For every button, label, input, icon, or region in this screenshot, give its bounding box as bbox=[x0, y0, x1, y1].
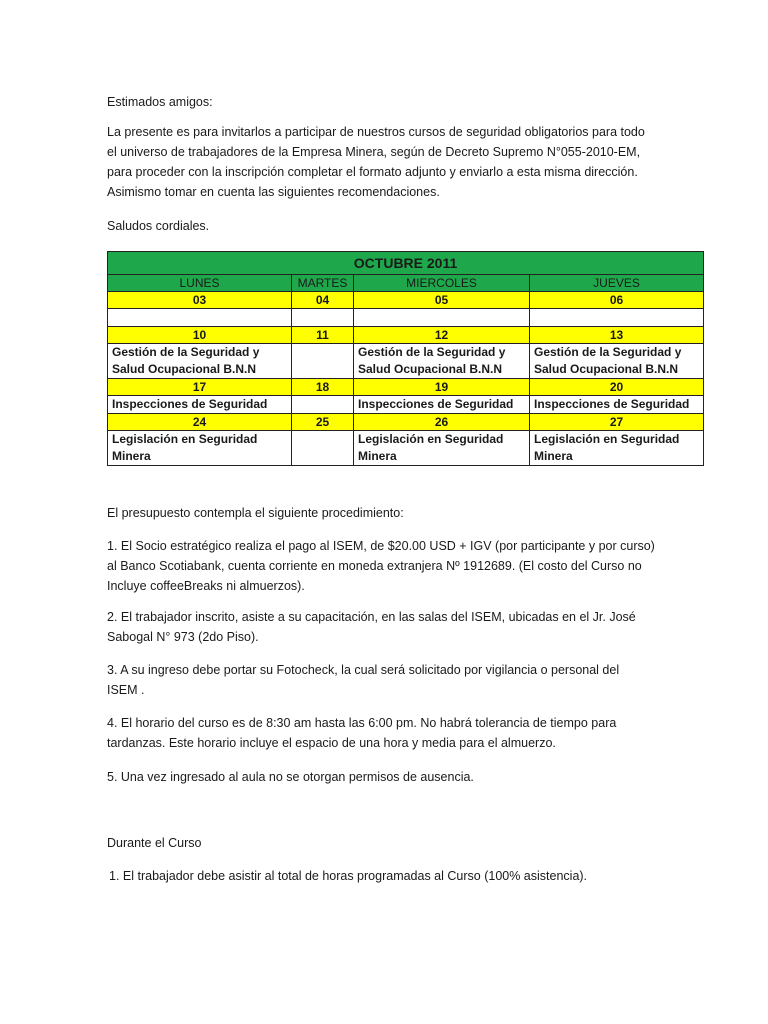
date-cell: 03 bbox=[108, 292, 292, 309]
intro-line: La presente es para invitarlos a participar de nuestros cursos de seguridad obligatorios para todo bbox=[107, 125, 645, 139]
day-header-jueves: JUEVES bbox=[530, 275, 704, 292]
step-line: 2. El trabajador inscrito, asiste a su capacitación, en las salas del ISEM, ubicadas en el Jr. José bbox=[107, 610, 636, 624]
date-cell: 11 bbox=[292, 327, 354, 344]
step-line: 1. El Socio estratégico realiza el pago al ISEM, de $20.00 USD + IGV (por participante y por curso) bbox=[107, 539, 655, 553]
empty-cell bbox=[354, 309, 530, 327]
date-cell: 12 bbox=[354, 327, 530, 344]
date-cell: 24 bbox=[108, 414, 292, 431]
procedure-intro: El presupuesto contempla el siguiente procedimiento: bbox=[107, 506, 404, 520]
date-cell: 27 bbox=[530, 414, 704, 431]
intro-line: Asimismo tomar en cuenta las siguientes recomendaciones. bbox=[107, 185, 440, 199]
intro-paragraph bbox=[107, 122, 645, 202]
empty-cell bbox=[292, 309, 354, 327]
date-cell: 06 bbox=[530, 292, 704, 309]
course-cell: Inspecciones de Seguridad bbox=[354, 396, 530, 414]
empty-cell bbox=[292, 431, 354, 466]
date-cell: 05 bbox=[354, 292, 530, 309]
step-line: 5. Una vez ingresado al aula no se otorgan permisos de ausencia. bbox=[107, 770, 474, 784]
step-line: Incluye coffeeBreaks ni almuerzos). bbox=[107, 579, 305, 593]
date-cell: 17 bbox=[108, 379, 292, 396]
closing: Saludos cordiales. bbox=[107, 219, 210, 233]
procedure-step-1 bbox=[107, 536, 655, 596]
day-header-martes: MARTES bbox=[292, 275, 354, 292]
during-item-1: 1. El trabajador debe asistir al total de horas programadas al Curso (100% asistencia). bbox=[109, 869, 588, 883]
date-cell: 04 bbox=[292, 292, 354, 309]
date-cell: 19 bbox=[354, 379, 530, 396]
course-cell: Legislación en Seguridad Minera bbox=[108, 431, 292, 466]
calendar-table bbox=[107, 251, 704, 466]
step-line: 3. A su ingreso debe portar su Fotocheck, la cual será solicitado por vigilancia o personal del bbox=[107, 663, 620, 677]
during-course-heading: Durante el Curso bbox=[107, 836, 202, 850]
procedure-step-2 bbox=[107, 607, 636, 647]
intro-line: el universo de trabajadores de la Empresa Minera, según de Decreto Supremo N°055-2010-EM, bbox=[107, 145, 641, 159]
step-line: 4. El horario del curso es de 8:30 am hasta las 6:00 pm. No habrá tolerancia de tiempo para bbox=[107, 716, 617, 730]
day-header-lunes: LUNES bbox=[108, 275, 292, 292]
procedure-step-4 bbox=[107, 713, 616, 753]
step-line: Sabogal N° 973 (2do Piso). bbox=[107, 630, 259, 644]
step-line: tardanzas. Este horario incluye el espacio de una hora y media para el almuerzo. bbox=[107, 736, 556, 750]
empty-cell bbox=[530, 309, 704, 327]
course-cell: Inspecciones de Seguridad bbox=[108, 396, 292, 414]
intro-line: para proceder con la inscripción completar el formato adjunto y enviarlo a esta misma dirección. bbox=[107, 165, 638, 179]
course-cell: Legislación en Seguridad Minera bbox=[530, 431, 704, 466]
course-cell: Inspecciones de Seguridad bbox=[530, 396, 704, 414]
procedure-step-3 bbox=[107, 660, 619, 700]
date-cell: 18 bbox=[292, 379, 354, 396]
course-cell: Gestión de la Seguridad y Salud Ocupacional B.N.N bbox=[108, 344, 292, 379]
course-cell: Gestión de la Seguridad y Salud Ocupacional B.N.N bbox=[354, 344, 530, 379]
empty-cell bbox=[108, 309, 292, 327]
greeting: Estimados amigos: bbox=[107, 95, 213, 109]
step-line: ISEM . bbox=[107, 683, 145, 697]
procedure-step-5 bbox=[107, 767, 474, 787]
empty-cell bbox=[292, 344, 354, 379]
empty-cell bbox=[292, 396, 354, 414]
date-cell: 20 bbox=[530, 379, 704, 396]
date-cell: 26 bbox=[354, 414, 530, 431]
calendar-title: OCTUBRE 2011 bbox=[108, 252, 704, 275]
date-cell: 13 bbox=[530, 327, 704, 344]
day-header-miercoles: MIERCOLES bbox=[354, 275, 530, 292]
date-cell: 25 bbox=[292, 414, 354, 431]
date-cell: 10 bbox=[108, 327, 292, 344]
course-cell: Legislación en Seguridad Minera bbox=[354, 431, 530, 466]
course-cell: Gestión de la Seguridad y Salud Ocupacional B.N.N bbox=[530, 344, 704, 379]
step-line: al Banco Scotiabank, cuenta corriente en moneda extranjera Nº 1912689. (El costo del Curso no bbox=[107, 559, 642, 573]
